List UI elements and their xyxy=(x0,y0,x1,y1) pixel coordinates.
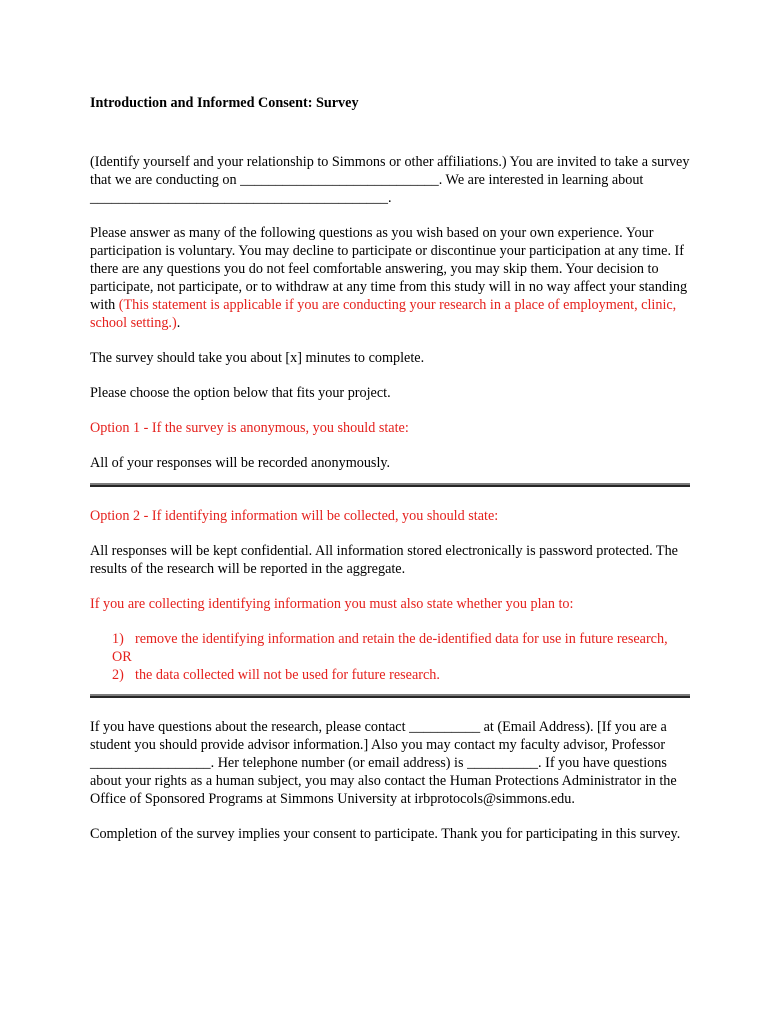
document-title: Introduction and Informed Consent: Survey xyxy=(90,95,359,111)
identifying-info-heading: If you are collecting identifying information you must also state whether you plan to: xyxy=(90,596,574,612)
participation-end: . xyxy=(176,315,181,331)
list-item-number: 1) xyxy=(112,631,124,647)
consent-document xyxy=(90,94,690,860)
option1-text: All of your responses will be recorded anonymously. xyxy=(90,455,391,471)
duration-paragraph: The survey should take you about [x] minutes to complete. xyxy=(90,350,425,366)
option2-heading: Option 2 - If identifying information will be collected, you should state: xyxy=(90,508,499,524)
participation-text: Please answer as many of the following questions as you wish based on your own experience. Your participation is voluntary. You may decline to participate or discontinue your participation at any time. If there are any questions you do not feel comfortable answering, you may skip them. Your decision to participate, not participate, or to withdraw at any time from this study will in no way affect your standing with xyxy=(90,225,688,313)
list-item xyxy=(90,666,690,684)
participation-paragraph xyxy=(90,224,690,332)
option1-heading: Option 1 - If the survey is anonymous, you should state: xyxy=(90,420,409,436)
contact-paragraph: If you have questions about the research, please contact __________ at (Email Address). [If you are a student you should provide advisor information.] Also you may contact my faculty advisor, Professor _________________. Her telephone number (or email address) is __________. If you have questions about your rights as a human subject, you may also contact the Human Protections Administrator in the Office of Sponsored Programs at Simmons University at irbprotocols@simmons.edu. xyxy=(90,719,677,807)
section-divider xyxy=(90,694,690,698)
list-or-separator: OR xyxy=(112,649,132,665)
list-item-text: remove the identifying information and retain the de-identified data for use in future research, xyxy=(135,631,668,647)
participation-note: (This statement is applicable if you are conducting your research in a place of employment, clinic, school setting.) xyxy=(90,297,677,331)
section-divider xyxy=(90,483,690,487)
intro-paragraph: (Identify yourself and your relationship to Simmons or other affiliations.) You are invited to take a survey that we are conducting on ____________________________. We are interested in learning about __________________________________________. xyxy=(90,154,690,206)
future-use-list xyxy=(90,630,690,684)
list-item xyxy=(90,630,690,648)
list-item-number: 2) xyxy=(112,667,124,683)
closing-paragraph: Completion of the survey implies your consent to participate. Thank you for participating in this survey. xyxy=(90,826,681,842)
choose-paragraph: Please choose the option below that fits your project. xyxy=(90,385,391,401)
list-item-text: the data collected will not be used for future research. xyxy=(135,667,440,683)
option2-text: All responses will be kept confidential. All information stored electronically is password protected. The results of the research will be reported in the aggregate. xyxy=(90,543,678,577)
